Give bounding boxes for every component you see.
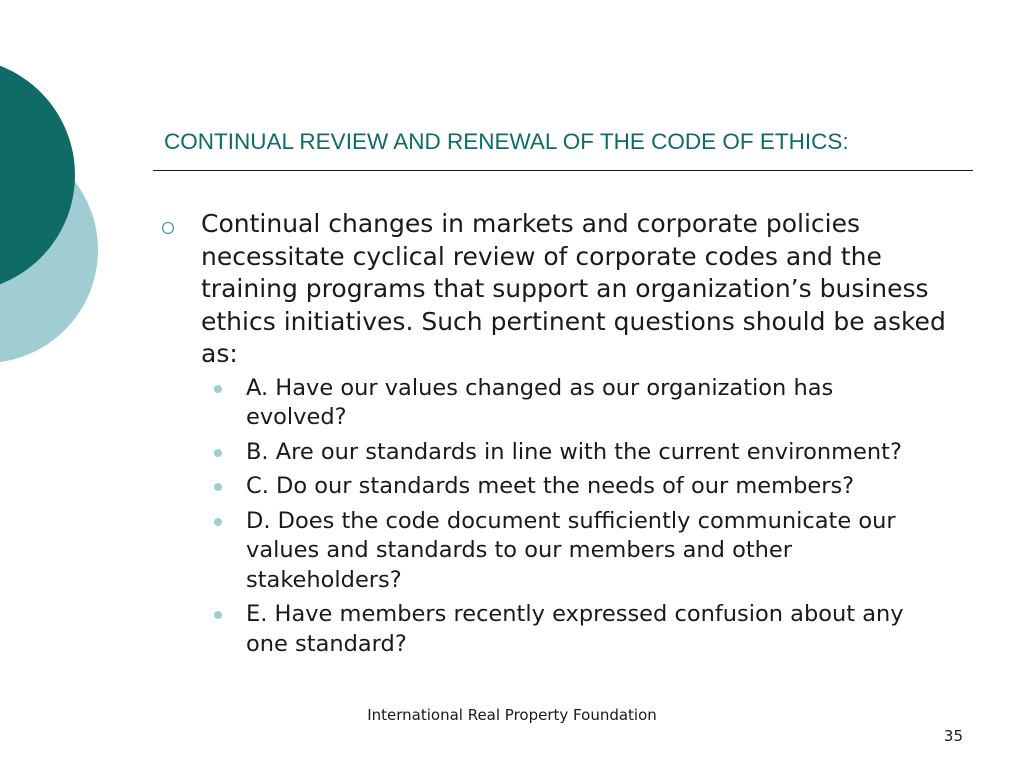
main-bullet-text: Continual changes in markets and corporate policies necessitate cyclical review of corporate codes and the training programs that support an organization’s business ethics initiatives. Such pertinent questions should be asked as: bbox=[201, 209, 946, 368]
sub-bullet-text: D. Does the code document sufficiently communicate our values and standards to our members and other stakeholders? bbox=[246, 507, 896, 593]
title-divider bbox=[153, 170, 973, 171]
filled-dot-icon bbox=[214, 611, 222, 619]
slide-title: CONTINUAL REVIEW AND RENEWAL OF THE CODE OF ETHICS: bbox=[164, 129, 849, 154]
page-number: 35 bbox=[943, 727, 963, 745]
filled-dot-icon bbox=[214, 385, 222, 393]
sub-bullet-list bbox=[214, 374, 934, 660]
footer-organization: International Real Property Foundation bbox=[367, 706, 657, 724]
sub-bullet-a bbox=[214, 374, 934, 433]
main-bullet bbox=[162, 208, 962, 371]
slide-content bbox=[162, 208, 962, 664]
sub-bullet-e bbox=[214, 600, 934, 659]
decorative-circles bbox=[0, 0, 110, 410]
sub-bullet-c bbox=[214, 472, 934, 502]
sub-bullet-b bbox=[214, 438, 934, 468]
sub-bullet-text: E. Have members recently expressed confusion about any one standard? bbox=[246, 601, 904, 657]
filled-dot-icon bbox=[214, 449, 222, 457]
sub-bullet-text: B. Are our standards in line with the current environment? bbox=[246, 438, 902, 465]
sub-bullet-text: C. Do our standards meet the needs of our members? bbox=[246, 473, 855, 499]
filled-dot-icon bbox=[214, 518, 222, 526]
hollow-circle-icon bbox=[162, 222, 174, 234]
filled-dot-icon bbox=[214, 483, 222, 491]
sub-bullet-text: A. Have our values changed as our organization has evolved? bbox=[246, 374, 834, 430]
sub-bullet-d bbox=[214, 507, 934, 596]
